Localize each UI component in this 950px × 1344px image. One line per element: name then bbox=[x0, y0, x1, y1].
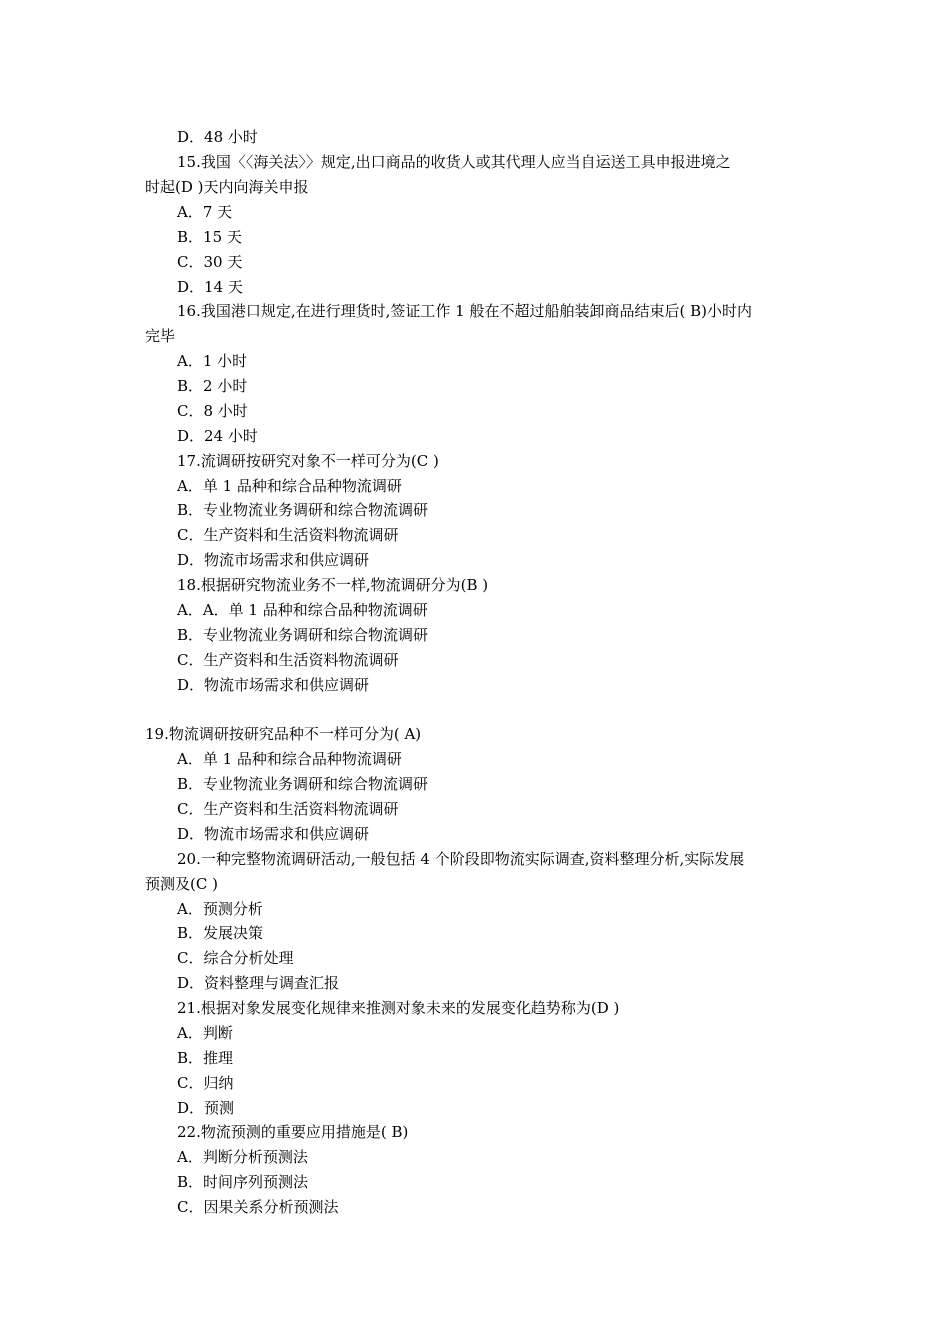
option-b-q17: B．专业物流业务调研和综合物流调研 bbox=[177, 501, 429, 519]
option-b-q16: B．2 小时 bbox=[177, 377, 248, 395]
option-b-q21: B．推理 bbox=[177, 1049, 234, 1067]
option-a-q15: A．7 天 bbox=[177, 203, 233, 221]
option-a-q17: A．单 1 品种和综合品种物流调研 bbox=[177, 477, 402, 495]
question-16-line-2: 完毕 bbox=[145, 327, 176, 345]
option-d-q18: D．物流市场需求和供应调研 bbox=[177, 676, 370, 694]
option-b-q22: B．时间序列预测法 bbox=[177, 1173, 309, 1191]
question-20-line-2: 预测及(C ) bbox=[145, 875, 218, 893]
option-a-q18: A．A．单 1 品种和综合品种物流调研 bbox=[177, 601, 428, 619]
option-a-q22: A．判断分析预测法 bbox=[177, 1148, 308, 1166]
option-a-q19: A．单 1 品种和综合品种物流调研 bbox=[177, 750, 402, 768]
question-15-line-2: 时起(D )天内向海关申报 bbox=[145, 178, 309, 196]
question-15-line-1: 15.我国〈〈海关法〉〉规定,出口商品的收货人或其代理人应当自运送工具申报进境之 bbox=[177, 153, 731, 171]
option-b-q19: B．专业物流业务调研和综合物流调研 bbox=[177, 775, 429, 793]
option-c-q17: C．生产资料和生活资料物流调研 bbox=[177, 526, 399, 544]
option-a-q16: A．1 小时 bbox=[177, 352, 248, 370]
option-b-q18: B．专业物流业务调研和综合物流调研 bbox=[177, 626, 429, 644]
question-18: 18.根据研究物流业务不一样,物流调研分为(B ) bbox=[177, 576, 489, 594]
option-d-q16: D．24 小时 bbox=[177, 427, 258, 445]
option-c-q16: C．8 小时 bbox=[177, 402, 248, 420]
option-d-q20: D．资料整理与调查汇报 bbox=[177, 974, 340, 992]
option-b-q20: B．发展决策 bbox=[177, 924, 264, 942]
option-d-q15: D．14 天 bbox=[177, 278, 243, 296]
question-16-line-1: 16.我国港口规定,在进行理货时,签证工作 1 般在不超过船舶装卸商品结束后( B)小时内 bbox=[177, 302, 752, 320]
option-c-q21: C．归纳 bbox=[177, 1074, 234, 1092]
question-17: 17.流调研按研究对象不一样可分为(C ) bbox=[177, 452, 439, 470]
question-19: 19.物流调研按研究品种不一样可分为( A) bbox=[145, 725, 422, 743]
option-c-q19: C．生产资料和生活资料物流调研 bbox=[177, 800, 399, 818]
option-b-q15: B．15 天 bbox=[177, 228, 242, 246]
question-21: 21.根据对象发展变化规律来推测对象未来的发展变化趋势称为(D ) bbox=[177, 999, 620, 1017]
option-c-q20: C．综合分析处理 bbox=[177, 949, 294, 967]
question-20-line-1: 20.一种完整物流调研活动,一般包括 4 个阶段即物流实际调查,资料整理分析,实际发展 bbox=[177, 850, 745, 868]
option-a-q20: A．预测分析 bbox=[177, 900, 263, 918]
option-c-q15: C．30 天 bbox=[177, 253, 243, 271]
question-22: 22.物流预测的重要应用措施是( B) bbox=[177, 1123, 409, 1141]
option-d-q21: D．预测 bbox=[177, 1099, 235, 1117]
option-d-q14: D．48 小时 bbox=[177, 128, 258, 146]
option-a-q21: A．判断 bbox=[177, 1024, 233, 1042]
option-d-q17: D．物流市场需求和供应调研 bbox=[177, 551, 370, 569]
option-c-q18: C．生产资料和生活资料物流调研 bbox=[177, 651, 399, 669]
option-d-q19: D．物流市场需求和供应调研 bbox=[177, 825, 370, 843]
option-c-q22: C．因果关系分析预测法 bbox=[177, 1198, 339, 1216]
